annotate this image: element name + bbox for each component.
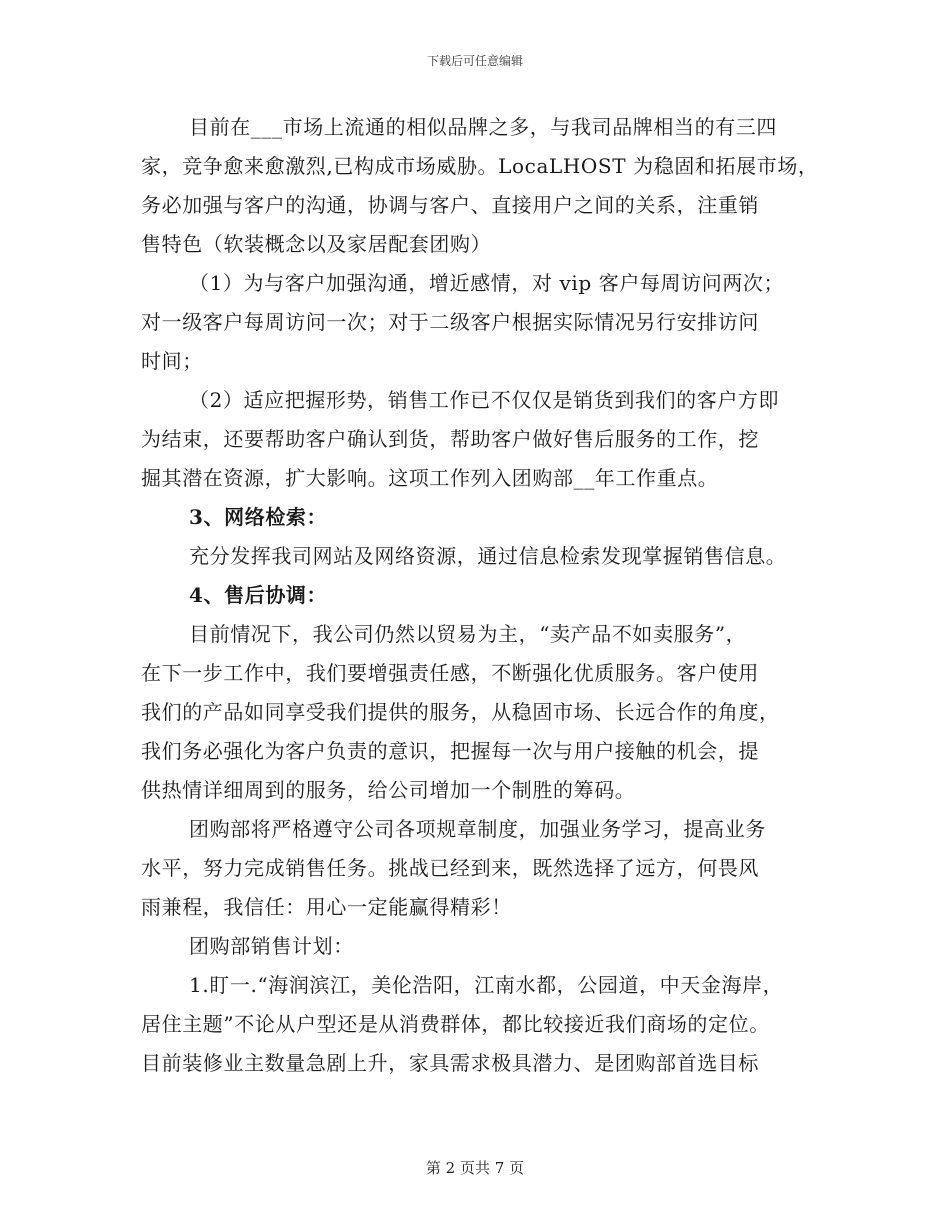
paragraph-line: （1）为与客户加强沟通，增近感情，对 vip 客户每周访问两次； xyxy=(189,271,785,295)
paragraph-line: 目前情况下，我公司仍然以贸易为主，“卖产品不如卖服务”， xyxy=(189,622,747,646)
paragraph-line: 居住主题”不论从户型还是从消费群体，都比较接近我们商场的定位。 xyxy=(141,1012,770,1036)
section-heading: 4、售后协调： xyxy=(189,583,328,607)
paragraph-line: （2）适应把握形势，销售工作已不仅仅是销货到我们的客户方即 xyxy=(189,388,780,412)
paragraph-line: 售特色（软装概念以及家居配套团购） xyxy=(141,232,492,256)
paragraph-line: 在下一步工作中，我们要增强责任感，不断强化优质服务。客户使用 xyxy=(141,661,759,685)
paragraph-line: 供热情详细周到的服务，给公司增加一个制胜的筹码。 xyxy=(141,778,636,802)
paragraph-line: 雨兼程，我信任：用心一定能赢得精彩！ xyxy=(141,895,512,919)
paragraph-line: 掘其潜在资源，扩大影响。这项工作列入团购部__年工作重点。 xyxy=(141,466,719,490)
paragraph-line: 家，竞争愈来愈激烈,已构成市场威胁。LocaLHOST 为稳固和拓展市场， xyxy=(141,154,819,178)
paragraph-line: 1.盯一.“海润滨江，美伦浩阳，江南水都，公园道，中天金海岸， xyxy=(189,973,784,997)
paragraph-line: 为结束，还要帮助客户确认到货，帮助客户做好售后服务的工作，挖 xyxy=(141,427,759,451)
paragraph-line: 对一级客户每周访问一次；对于二级客户根据实际情况另行安排访问 xyxy=(141,310,759,334)
paragraph-line: 充分发挥我司网站及网络资源，通过信息检索发现掌握销售信息。 xyxy=(189,544,787,568)
paragraph-line: 务必加强与客户的沟通，协调与客户、直接用户之间的关系，注重销 xyxy=(141,193,759,217)
page-footer: 第 2 页共 7 页 xyxy=(425,1159,525,1177)
paragraph-line: 目前在___市场上流通的相似品牌之多，与我司品牌相当的有三四 xyxy=(189,115,777,139)
paragraph-line: 团购部销售计划： xyxy=(189,934,354,958)
paragraph-line: 水平，努力完成销售任务。挑战已经到来，既然选择了远方，何畏风 xyxy=(141,856,759,880)
document-body xyxy=(141,108,821,1083)
paragraph-line: 我们务必强化为客户负责的意识，把握每一次与用户接触的机会，提 xyxy=(141,739,759,763)
paragraph-line: 我们的产品如同享受我们提供的服务，从稳固市场、长远合作的角度， xyxy=(141,700,780,724)
paragraph-line: 时间； xyxy=(141,349,203,373)
page-header: 下载后可任意编辑 xyxy=(426,54,523,68)
paragraph-line: 团购部将严格遵守公司各项规章制度，加强业务学习，提高业务 xyxy=(189,817,766,841)
paragraph-line: 目前装修业主数量急剧上升，家具需求极具潜力、是团购部首选目标 xyxy=(141,1051,759,1075)
section-heading: 3、网络检索： xyxy=(189,505,328,529)
